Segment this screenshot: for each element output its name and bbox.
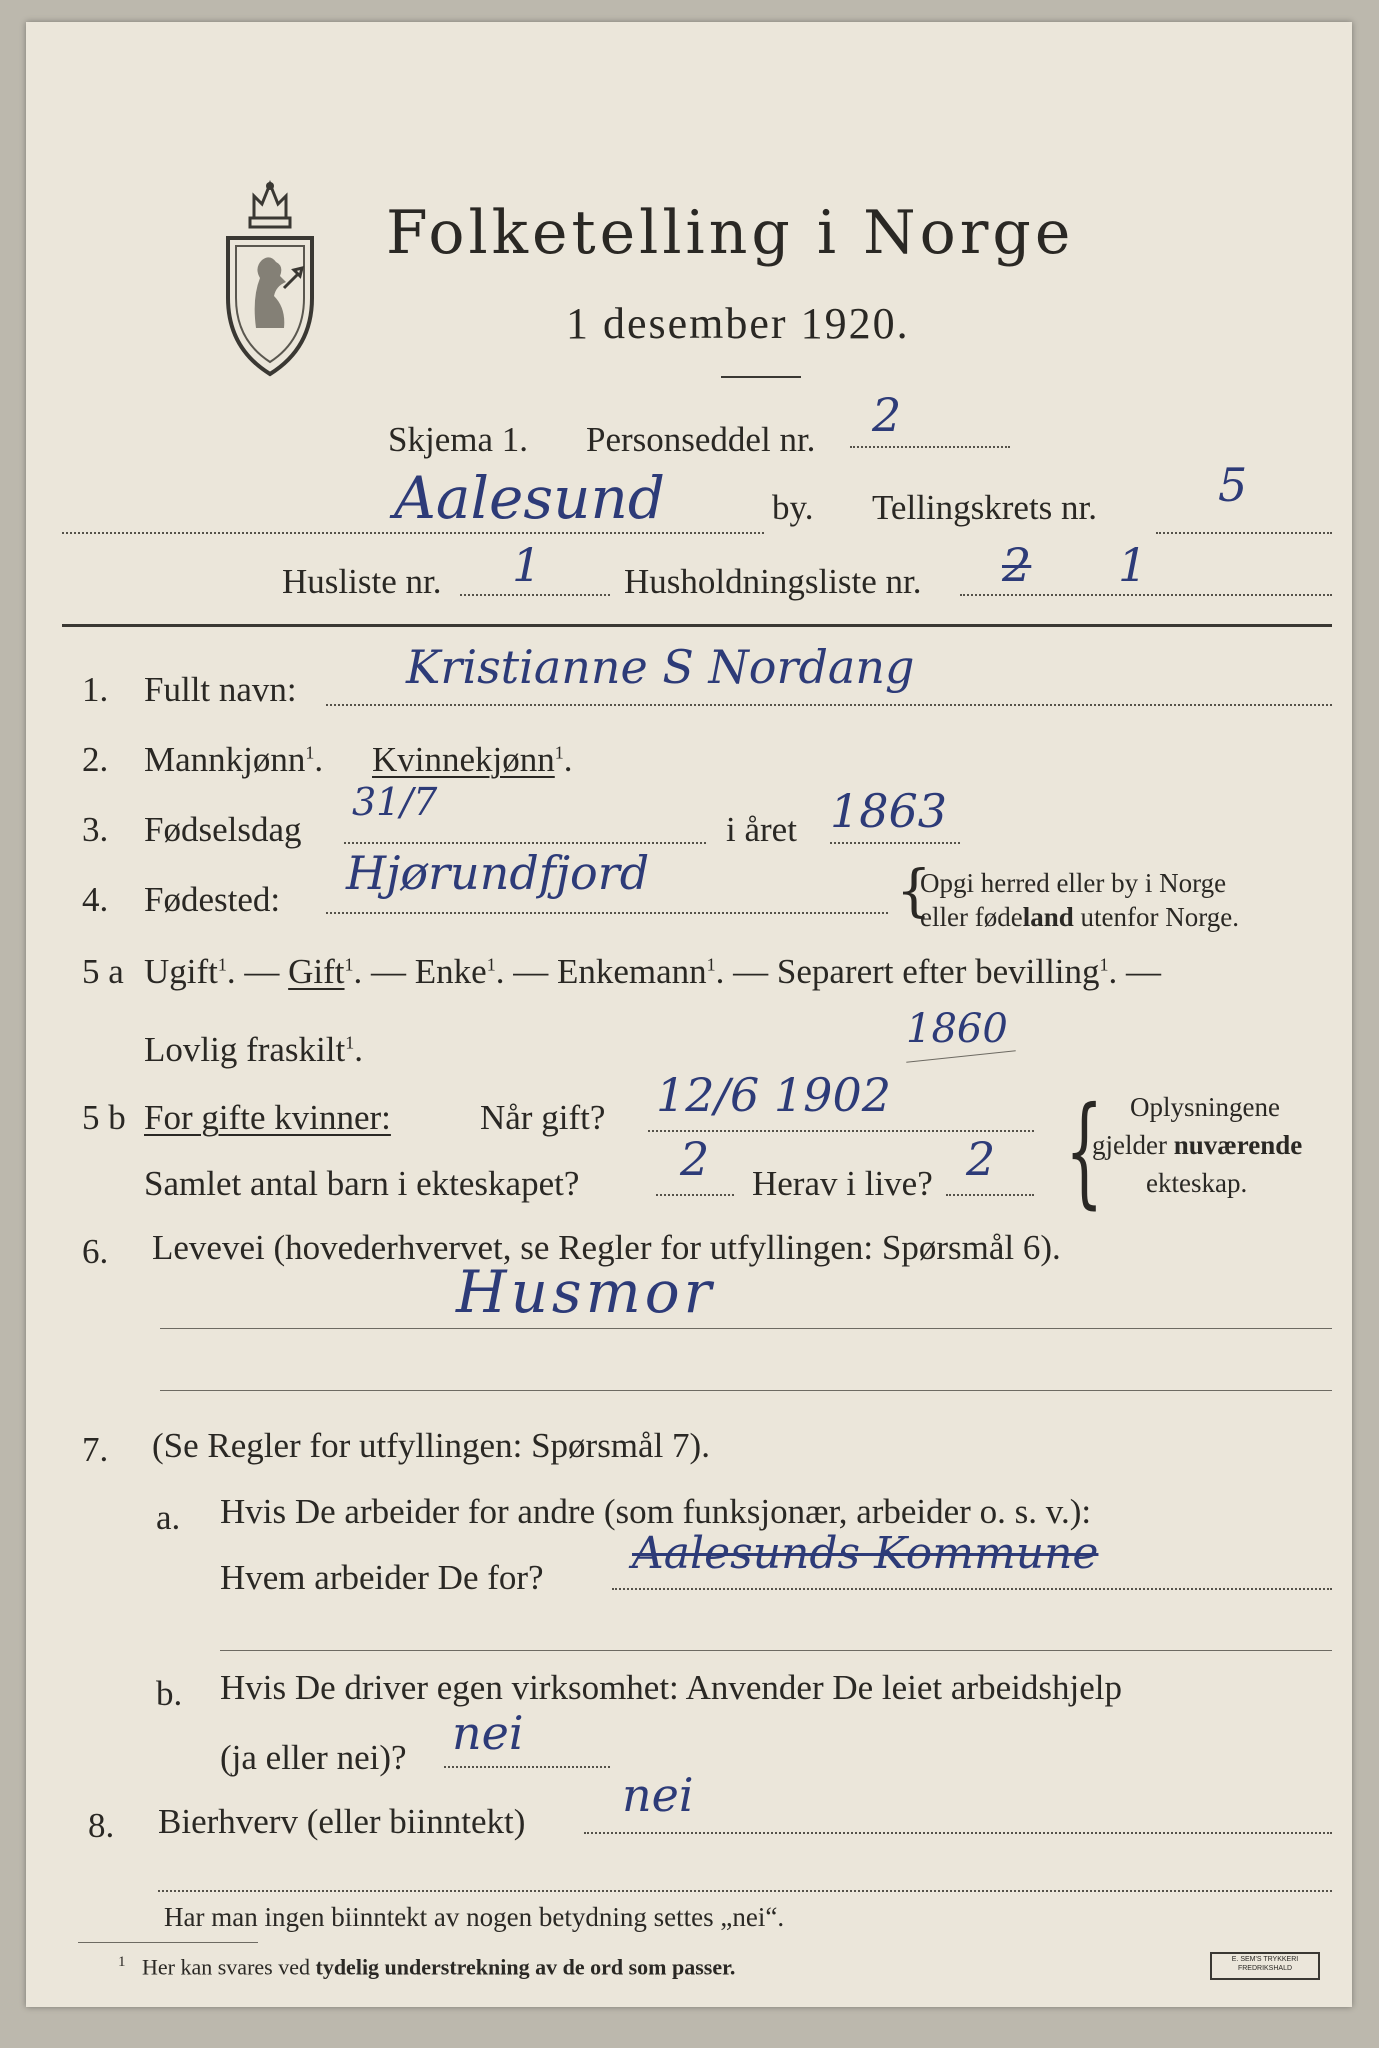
q2-number: 2. (82, 740, 109, 779)
q4-note-c: utenfor Norge. (1073, 902, 1239, 932)
q2-male: Mannkjønn$^1$. (144, 740, 324, 779)
q4-label: Fødested: (144, 880, 281, 919)
q7b-label: Hvis De driver egen virksomhet: Anvender De leiet arbeidshjelp (220, 1668, 1122, 1707)
q4-note-line2 (920, 902, 1239, 933)
footnote-b: tydelig understrekning av de ord som passer. (315, 1954, 736, 1980)
q4-value: Hjørundfjord (346, 846, 650, 900)
q5a-fraskilt: Lovlig fraskilt$^1$. (144, 1030, 363, 1069)
q5b-note1: Oplysningene (1130, 1092, 1280, 1122)
q4-number: 4. (82, 880, 109, 919)
footnote-mark: 1 (118, 1954, 126, 1970)
q7a-number: a. (156, 1498, 181, 1537)
schema-label: Skjema 1. (388, 420, 528, 459)
q2-female: Kvinnekjønn$^1$. (372, 740, 573, 779)
q8-line (584, 1832, 1332, 1834)
q7a-line-2 (220, 1650, 1332, 1651)
husholdning-value-struck: 2 (1002, 538, 1032, 592)
q8-label: Bierhverv (eller biinntekt) (158, 1802, 526, 1841)
q6-number: 6. (82, 1232, 109, 1271)
q5b-note2-b: nuværende (1173, 1130, 1303, 1160)
q3-year-label: i året (726, 810, 797, 849)
q7-number: 7. (82, 1430, 109, 1469)
q5a-extra-underline (906, 1050, 1016, 1062)
q8-number: 8. (88, 1806, 115, 1845)
q5b-live-value: 2 (966, 1132, 996, 1186)
q5b-naar-value: 12/6 1902 (656, 1068, 891, 1122)
bottom-note: Har man ingen biinntekt av nogen betydning settes „nei“. (164, 1902, 785, 1932)
q7b-line (444, 1766, 610, 1768)
q5b-naar-label: Når gift? (480, 1098, 606, 1137)
q3-label: Fødselsdag (144, 810, 302, 849)
q8-value: nei (622, 1768, 694, 1822)
q7a-label: Hvis De arbeider for andre (som funksjonær, arbeider o. s. v.): (220, 1492, 1092, 1531)
q3-year-value: 1863 (830, 784, 948, 838)
q4-note-line1: Opgi herred eller by i Norge (920, 868, 1227, 898)
q5b-brace: { (1065, 1082, 1104, 1221)
q2-female-text: Kvinnekjønn (372, 740, 555, 779)
q6-value: Husmor (456, 1258, 716, 1326)
q5b-note3: ekteskap. (1146, 1168, 1248, 1198)
city-value: Aalesund (394, 464, 665, 532)
husholdning-value: 1 (1118, 538, 1148, 592)
census-form (26, 22, 1352, 2007)
q5a-ugift: Ugift (144, 952, 218, 991)
q5a-number: 5 a (82, 952, 124, 991)
q1-number: 1. (82, 670, 109, 709)
q5b-note2 (1092, 1130, 1302, 1161)
q7-label: (Se Regler for utfyllingen: Spørsmål 7). (152, 1426, 710, 1465)
q5b-number: 5 b (82, 1098, 126, 1137)
q6-line-2 (160, 1390, 1332, 1391)
husholdning-line (960, 594, 1332, 596)
q5a-extra-value: 1860 (906, 1006, 1008, 1052)
personseddel-line (850, 446, 1010, 448)
footnote-a: Her kan svares ved (142, 1954, 316, 1980)
q7a-line (612, 1588, 1332, 1590)
husliste-line (460, 594, 610, 596)
q4-note-a: eller føde (920, 902, 1023, 932)
personseddel-label: Personseddel nr. (586, 420, 816, 459)
q4-brace: { (896, 859, 932, 924)
q3-value: 31/7 (352, 780, 438, 824)
q2-male-text: Mannkjønn (144, 740, 306, 779)
tellingskrets-label: Tellingskrets nr. (872, 488, 1098, 527)
q5b-live-label: Herav i live? (752, 1164, 933, 1203)
q7a-hvem-label: Hvem arbeider De for? (220, 1558, 544, 1597)
q5a-enkemann: Enkemann (556, 952, 707, 991)
title-divider (721, 376, 801, 378)
printer-stamp: E. SEM'S TRYKKERI FREDRIKSHALD (1210, 1952, 1320, 1980)
husliste-label: Husliste nr. (282, 562, 442, 601)
q6-line-1 (160, 1328, 1332, 1329)
q1-label: Fullt navn: (144, 670, 297, 709)
q5a-fraskilt-text: Lovlig fraskilt (144, 1030, 346, 1069)
q5a-options: Ugift$^1$. — Gift$^1$. — Enke$^1$. — Enkemann$^1$. — Separert efter bevilling$^1$. — (144, 952, 1162, 991)
footnote-divider (78, 1942, 258, 1943)
tellingskrets-value: 5 (1218, 458, 1248, 512)
header-divider (62, 624, 1332, 627)
q7b-value: nei (452, 1706, 524, 1760)
form-title: Folketelling i Norge (386, 198, 1075, 268)
city-line (394, 532, 764, 534)
census-date: 1 desember 1920. (566, 299, 910, 348)
q5a-enke: Enke (414, 952, 487, 991)
by-label: by. (772, 488, 814, 527)
city-line-left (62, 532, 392, 534)
q3-line (344, 842, 706, 844)
tellingskrets-line (1156, 532, 1332, 534)
q5b-label: For gifte kvinner: (144, 1098, 391, 1137)
q5b-barn-value: 2 (680, 1132, 710, 1186)
q7b-number: b. (156, 1674, 183, 1713)
coat-of-arms-icon (214, 178, 326, 378)
q4-line (326, 912, 888, 914)
q5a-separert: Separert efter bevilling (776, 952, 1100, 991)
husliste-value: 1 (512, 538, 542, 592)
q3-year-line (830, 842, 960, 844)
footnote (118, 1954, 735, 1980)
q5b-note2-a: gjelder (1092, 1130, 1174, 1160)
q1-value: Kristianne S Nordang (406, 640, 915, 694)
q5a-gift: Gift (288, 952, 345, 991)
q7b-jaelnei-label: (ja eller nei)? (220, 1738, 407, 1777)
q5b-barn-label: Samlet antal barn i ekteskapet? (144, 1164, 580, 1203)
personseddel-value: 2 (872, 388, 902, 442)
q1-line (326, 704, 1332, 706)
q4-note-b: land (1022, 902, 1074, 932)
q5b-barn-line (656, 1194, 734, 1196)
q3-number: 3. (82, 810, 109, 849)
q8-line-2 (158, 1890, 1332, 1892)
husholdning-label: Husholdningsliste nr. (624, 562, 922, 601)
q5b-live-line (946, 1194, 1034, 1196)
q7a-value: Aalesunds Kommune (632, 1528, 1099, 1579)
q6-label: Levevei (hovederhvervet, se Regler for utfyllingen: Spørsmål 6). (152, 1228, 1061, 1267)
